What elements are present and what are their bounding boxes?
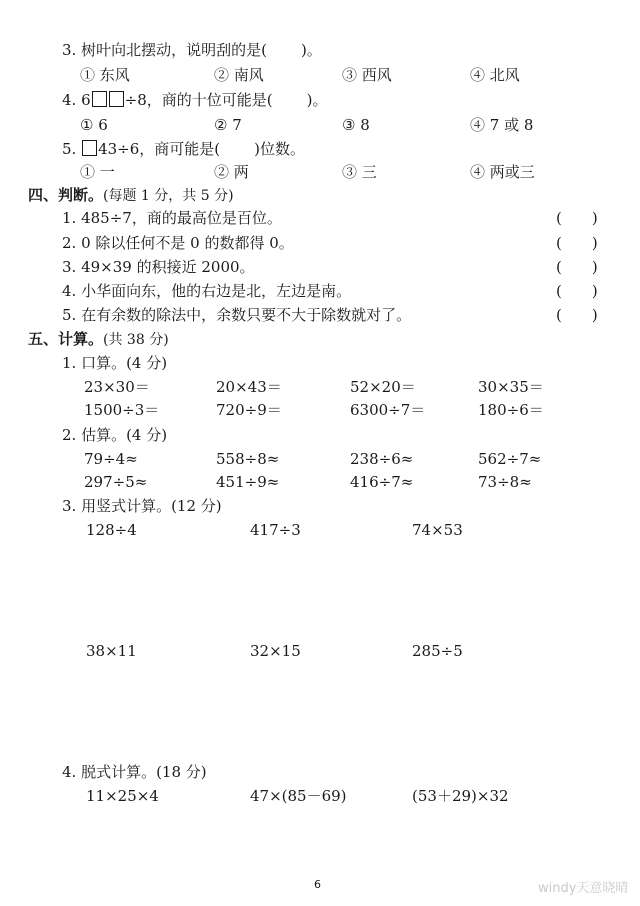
question-3-options (80, 65, 560, 85)
judge-item: 3. 49×39 的积接近 2000。 (62, 258, 255, 276)
expression: 74×53 (412, 521, 463, 539)
vertical-calc-row (86, 641, 506, 661)
vertical-calc-title: 3. 用竖式计算。(12 分) (62, 497, 222, 515)
expression: 297÷5≈ (84, 473, 148, 491)
expression: 128÷4 (86, 521, 137, 539)
expression: 79÷4≈ (84, 450, 138, 468)
judge-answer-paren: ( ) (556, 234, 598, 252)
option: ④ 两或三 (470, 163, 535, 181)
oral-calc-title: 1. 口算。(4 分) (62, 354, 168, 372)
expression: 180÷6＝ (478, 401, 544, 419)
expression: 38×11 (86, 642, 137, 660)
estimate-row (84, 449, 604, 469)
expression: 238÷6≈ (350, 450, 414, 468)
judge-item: 1. 485÷7，商的最高位是百位。 (62, 209, 282, 227)
expression: 32×15 (250, 642, 301, 660)
expression: 451÷9≈ (216, 473, 280, 491)
option: ③ 西风 (342, 66, 392, 84)
option: ④ 7 或 8 (470, 116, 534, 134)
question-5: 5. 43÷6，商可能是( )位数。 (62, 140, 306, 158)
expression: 11×25×4 (86, 787, 159, 805)
option: ④ 北风 (470, 66, 520, 84)
option: ① 一 (80, 163, 115, 181)
expression: 1500÷3＝ (84, 401, 160, 419)
expression: 23×30＝ (84, 378, 150, 396)
judge-answer-paren: ( ) (556, 306, 598, 324)
judge-answer-paren: ( ) (556, 282, 598, 300)
option: ③ 8 (342, 116, 370, 134)
page-number: 6 (314, 878, 321, 891)
expression: (53＋29)×32 (412, 787, 509, 805)
question-3: 3. 树叶向北摆动，说明刮的是( )。 (62, 41, 322, 59)
expression: 47×(85－69) (250, 787, 347, 805)
expression: 417÷3 (250, 521, 301, 539)
oral-calc-row (84, 400, 604, 420)
question-4: 4. 6 ÷8，商的十位可能是( )。 (62, 91, 328, 109)
expression: 285÷5 (412, 642, 463, 660)
judge-item: 2. 0 除以任何不是 0 的数都得 0。 (62, 234, 294, 252)
estimate-title: 2. 估算。(4 分) (62, 426, 168, 444)
stepwise-calc-title: 4. 脱式计算。(18 分) (62, 763, 207, 781)
expression: 30×35＝ (478, 378, 544, 396)
expression: 558÷8≈ (216, 450, 280, 468)
expression: 562÷7≈ (478, 450, 542, 468)
expression: 720÷9＝ (216, 401, 282, 419)
oral-calc-row (84, 377, 604, 397)
expression: 52×20＝ (350, 378, 416, 396)
expression: 20×43＝ (216, 378, 282, 396)
section-4-heading: 四、判断。(每题 1 分，共 5 分) (28, 186, 234, 204)
digit-box (92, 91, 107, 107)
judge-item: 5. 在有余数的除法中，余数只要不大于除数就对了。 (62, 306, 412, 324)
option: ① 6 (80, 116, 108, 134)
option: ③ 三 (342, 163, 377, 181)
question-5-options (80, 162, 560, 182)
question-4-options (80, 115, 560, 135)
judge-answer-paren: ( ) (556, 209, 598, 227)
option: ② 南风 (214, 66, 264, 84)
watermark: windy天意晓晴 (538, 881, 629, 896)
estimate-row (84, 472, 604, 492)
expression: 73÷8≈ (478, 473, 532, 491)
judge-answer-paren: ( ) (556, 258, 598, 276)
judge-item: 4. 小华面向东，他的右边是北，左边是南。 (62, 282, 352, 300)
option: ② 两 (214, 163, 249, 181)
vertical-calc-row (86, 520, 506, 540)
digit-box (109, 91, 124, 107)
expression: 416÷7≈ (350, 473, 414, 491)
digit-box (82, 140, 97, 156)
section-5-heading: 五、计算。(共 38 分) (28, 330, 169, 348)
expression: 6300÷7＝ (350, 401, 426, 419)
option: ① 东风 (80, 66, 130, 84)
stepwise-calc-row (86, 786, 509, 806)
option: ② 7 (214, 116, 242, 134)
